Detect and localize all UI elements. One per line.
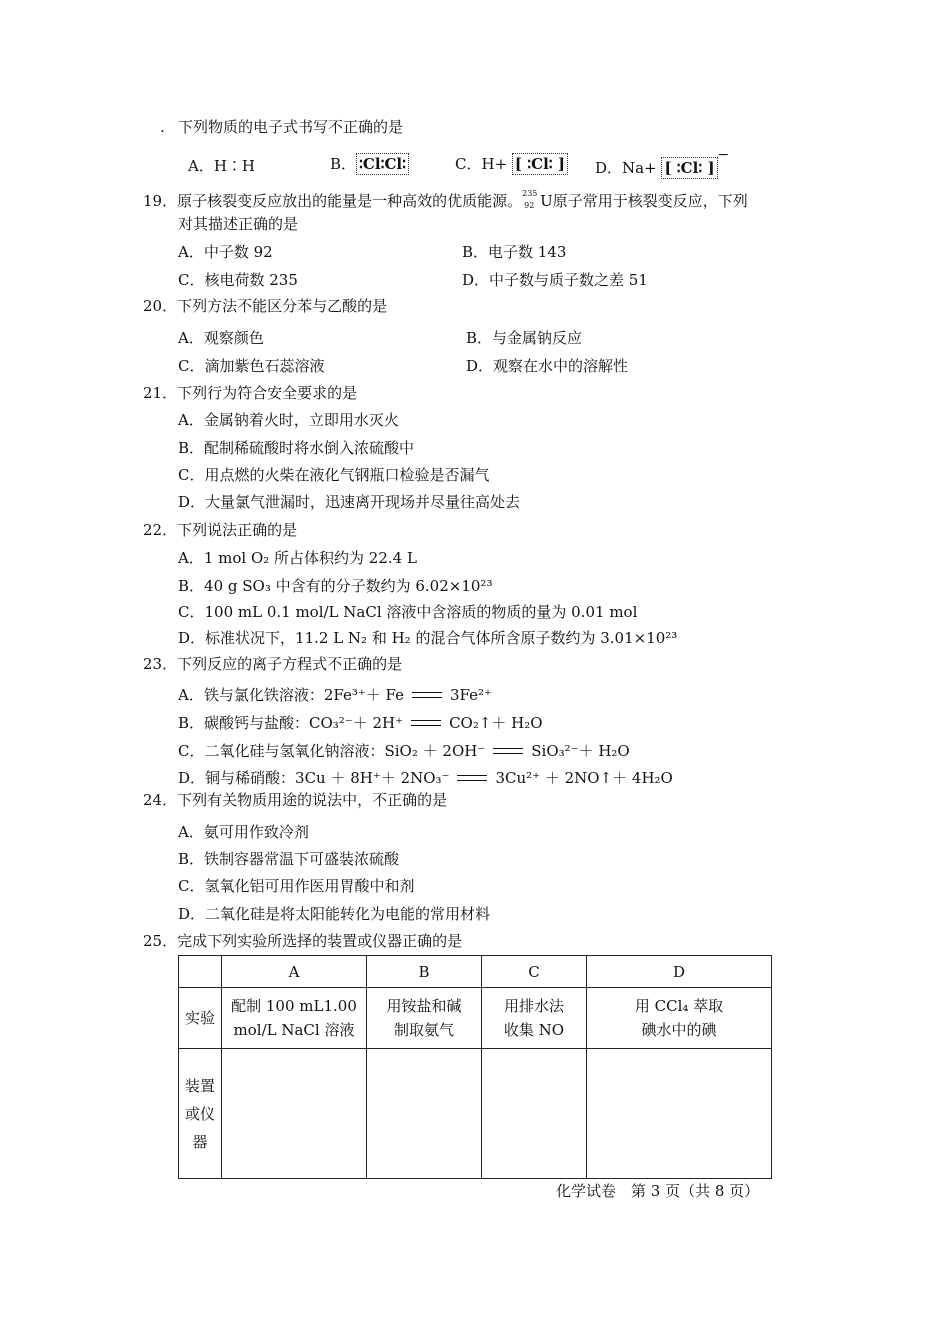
- q18-a-formula: H∶H: [213, 157, 256, 175]
- table-header-c: C: [482, 956, 587, 988]
- row-label-experiment: 实验: [179, 988, 222, 1049]
- q23-option-d: D．铜与稀硝酸：3Cu ＋ 8H⁺＋ 2NO₃⁻ 3Cu²⁺ ＋ 2NO↑＋ 4H₂O: [178, 769, 673, 787]
- q24-option-a: A．氨可用作致冷剂: [178, 823, 309, 841]
- q25-stem: 25．完成下列实验所选择的装置或仪器正确的是: [143, 932, 463, 950]
- q20-option-b: B．与金属钠反应: [466, 329, 583, 347]
- q20-stem: 20．下列方法不能区分苯与乙酸的是: [143, 297, 388, 315]
- q22-option-a: A．1 mol O₂ 所占体积约为 22.4 L: [178, 549, 417, 567]
- equals-sign-icon: [457, 774, 487, 784]
- q19-stem: 19．原子核裂变反应放出的能量是一种高效的优质能源。 235 92 U原子常用于核裂变反应，下列: [143, 189, 748, 210]
- q21-option-a: A．金属钠着火时，立即用水灭火: [178, 411, 399, 429]
- equals-sign-icon: [412, 691, 442, 701]
- q21-option-d: D．大量氯气泄漏时，迅速离开现场并尽量往高处去: [178, 493, 521, 511]
- equals-sign-icon: [493, 747, 523, 757]
- q18-d-formula: [ ∶Cl∶ ]: [661, 157, 717, 179]
- apparatus-cell-a: [222, 1049, 367, 1179]
- q18-b-formula: ∶Cl∶Cl∶: [356, 153, 409, 175]
- q23-stem: 23．下列反应的离子方程式不正确的是: [143, 655, 403, 673]
- q18-stem-text: 下列物质的电子式书写不正确的是: [178, 118, 404, 136]
- q19-option-d: D．中子数与质子数之差 51: [462, 271, 648, 289]
- row-label-apparatus: 装置 或仪 器: [179, 1049, 222, 1179]
- q23-option-b: B．碳酸钙与盐酸：CO₃²⁻＋ 2H⁺ CO₂↑＋ H₂O: [178, 714, 543, 732]
- q18-option-b: B． ∶Cl∶Cl∶: [330, 153, 409, 175]
- q18-option-d: D．Na+ [ ∶Cl∶ ]−: [595, 147, 730, 177]
- table-cell: 用 CCl₄ 萃取 碘水中的碘: [587, 988, 772, 1049]
- q20-option-a: A．观察颜色: [178, 329, 264, 347]
- q18-d-charge: −: [717, 147, 730, 163]
- nuclide-u235: 235 92: [522, 189, 538, 210]
- apparatus-cell-c: [482, 1049, 587, 1179]
- q24-option-d: D．二氧化硅是将太阳能转化为电能的常用材料: [178, 905, 491, 923]
- q21-option-c: C．用点燃的火柴在液化气钢瓶口检验是否漏气: [178, 466, 490, 484]
- table-corner-cell: [179, 956, 222, 988]
- q22-option-c: C．100 mL 0.1 mol/L NaCl 溶液中含溶质的物质的量为 0.01 mol: [178, 603, 638, 621]
- q18-option-c: C．H+ [ ∶Cl∶ ]: [455, 153, 568, 175]
- q19-option-b: B．电子数 143: [462, 243, 567, 261]
- q18-stem: [178, 117, 403, 137]
- table-cell: 用铵盐和碱 制取氨气: [367, 988, 482, 1049]
- q18-c-formula: [ ∶Cl∶ ]: [512, 153, 568, 175]
- table-row-experiment: [179, 988, 772, 1049]
- table-cell: 用排水法 收集 NO: [482, 988, 587, 1049]
- q21-stem: 21．下列行为符合安全要求的是: [143, 384, 358, 402]
- q19-option-c: C．核电荷数 235: [178, 271, 298, 289]
- q22-option-d: D．标准状况下，11.2 L N₂ 和 H₂ 的混合气体所含原子数约为 3.01×10²³: [178, 629, 678, 647]
- table-row-apparatus: [179, 1049, 772, 1179]
- q23-option-c: C．二氧化硅与氢氧化钠溶液：SiO₂ ＋ 2OH⁻ SiO₃²⁻＋ H₂O: [178, 742, 630, 760]
- table-header-b: B: [367, 956, 482, 988]
- apparatus-cell-b: [367, 1049, 482, 1179]
- q20-option-c: C．滴加紫色石蕊溶液: [178, 357, 325, 375]
- experiment-table: [178, 955, 772, 1179]
- table-header-row: [179, 956, 772, 988]
- page-footer: 化学试卷 第 3 页（共 8 页）: [556, 1182, 760, 1200]
- table-header-a: A: [222, 956, 367, 988]
- q23-option-a: A．铁与氯化铁溶液：2Fe³⁺＋ Fe 3Fe²⁺: [178, 686, 492, 704]
- q18-prefix: .: [160, 118, 165, 136]
- equals-sign-icon: [411, 719, 441, 729]
- q22-stem: 22．下列说法正确的是: [143, 521, 298, 539]
- q18-option-a: A．H∶H: [188, 157, 256, 175]
- q24-option-c: C．氢氧化铝可用作医用胃酸中和剂: [178, 877, 415, 895]
- q21-option-b: B．配制稀硫酸时将水倒入浓硫酸中: [178, 439, 415, 457]
- table-header-d: D: [587, 956, 772, 988]
- q22-option-b: B．40 g SO₃ 中含有的分子数约为 6.02×10²³: [178, 577, 493, 595]
- apparatus-cell-d: [587, 1049, 772, 1179]
- q19-stem-line2: 对其描述正确的是: [178, 215, 299, 233]
- q24-option-b: B．铁制容器常温下可盛装浓硫酸: [178, 850, 400, 868]
- table-cell: 配制 100 mL1.00 mol/L NaCl 溶液: [222, 988, 367, 1049]
- q24-stem: 24．下列有关物质用途的说法中，不正确的是: [143, 791, 448, 809]
- q19-option-a: A．中子数 92: [178, 243, 273, 261]
- q20-option-d: D．观察在水中的溶解性: [466, 357, 629, 375]
